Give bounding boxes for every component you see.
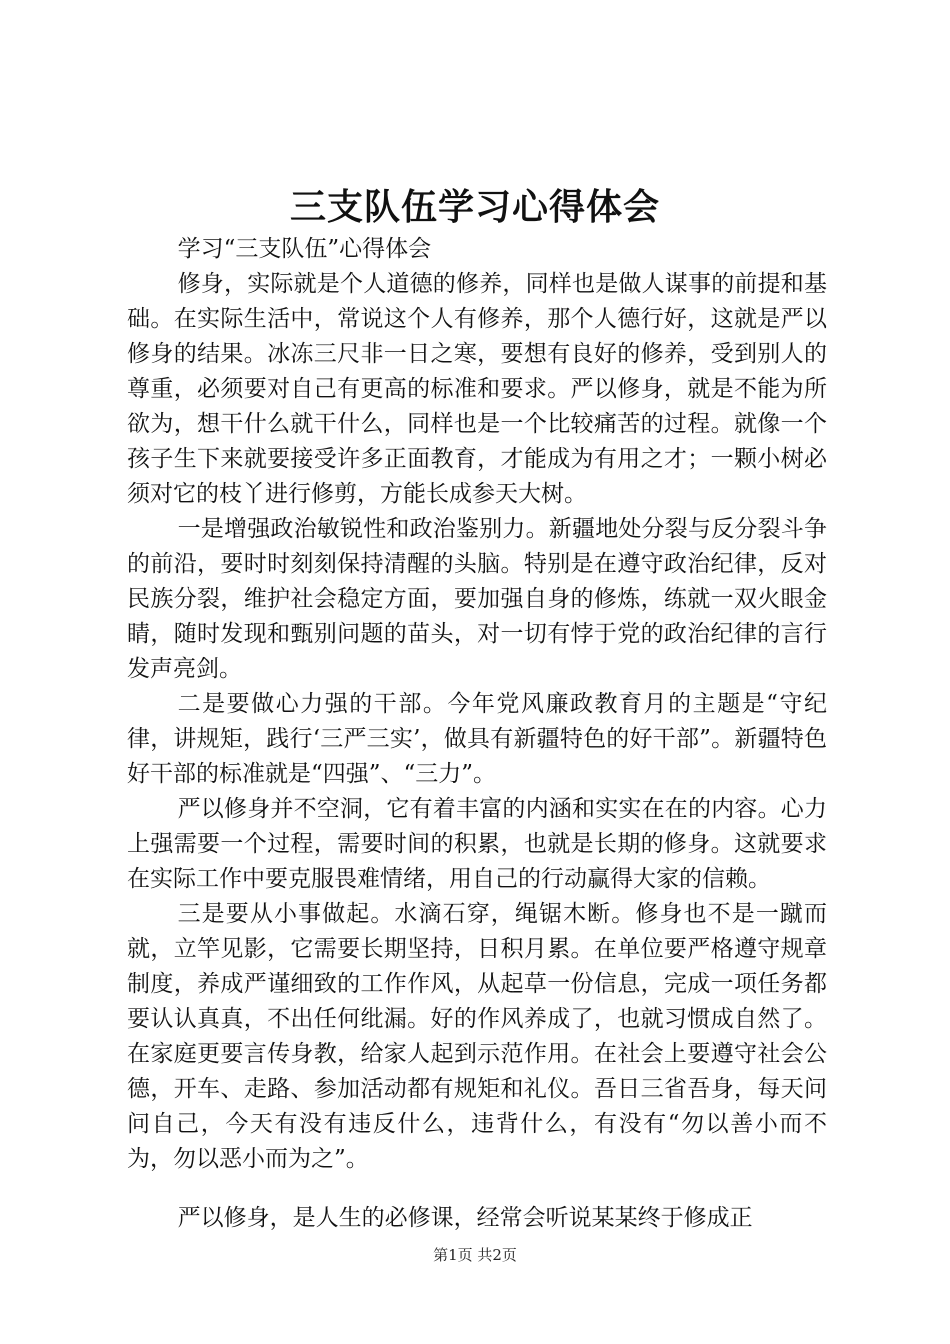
document-body — [127, 232, 827, 1236]
paragraph-6: 严以修身，是人生的必修课，经常会听说某某终于修成正 — [177, 1205, 753, 1231]
document-subtitle: 学习“三支队伍”心得体会 — [177, 236, 432, 262]
paragraph-1: 修身，实际就是个人道德的修养，同样也是做人谋事的前提和基础。在实际生活中，常说这个人有修养，那个人德行好，这就是严以修身的结果。冰冻三尺非一日之寒，要想有良好的修养，受到别人的尊重，必须要对自己有更高的标准和要求。严以修身，就是不能为所欲为，想干什么就干什么，同样也是一个比较痛苦的过程。就像一个孩子生下来就要接受许多正面教育，才能成为有用之才；一颗小树必须对它的枝丫进行修剪，方能长成参天大树。 — [127, 271, 827, 507]
paragraph-5: 三是要从小事做起。水滴石穿，绳锯木断。修身也不是一蹴而就，立竿见影，它需要长期坚持，日积月累。在单位要严格遵守规章制度，养成严谨细致的工作作风，从起草一份信息，完成一项任务都要认认真真，不出任何纰漏。好的作风养成了，也就习惯成自然了。在家庭更要言传身教，给家人起到示范作用。在社会上要遵守社会公德，开车、走路、参加活动都有规矩和礼仪。吾日三省吾身，每天问问自己，今天有没有违反什么，违背什么，有没有“勿以善小而不为，勿以恶小而为之”。 — [127, 901, 827, 1172]
page-footer: 第1页 共2页 — [433, 1246, 517, 1264]
paragraph-3: 二是要做心力强的干部。今年党风廉政教育月的主题是“守纪律，讲规矩，践行‘三严三实’，做具有新疆特色的好干部”。新疆特色好干部的标准就是“四强”、“三力”。 — [127, 691, 827, 787]
paragraph-4: 严以修身并不空洞，它有着丰富的内涵和实实在在的内容。心力上强需要一个过程，需要时间的积累，也就是长期的修身。这就要求在实际工作中要克服畏难情绪，用自己的行动赢得大家的信赖。 — [127, 796, 827, 892]
paragraph-2: 一是增强政治敏锐性和政治鉴别力。新疆地处分裂与反分裂斗争的前沿，要时时刻刻保持清醒的头脑。特别是在遵守政治纪律，反对民族分裂，维护社会稳定方面，要加强自身的修炼，练就一双火眼金睛，随时发现和甄别问题的苗头，对一切有悖于党的政治纪律的言行发声亮剑。 — [127, 516, 827, 682]
document-title: 三支队伍学习心得体会 — [289, 187, 660, 228]
